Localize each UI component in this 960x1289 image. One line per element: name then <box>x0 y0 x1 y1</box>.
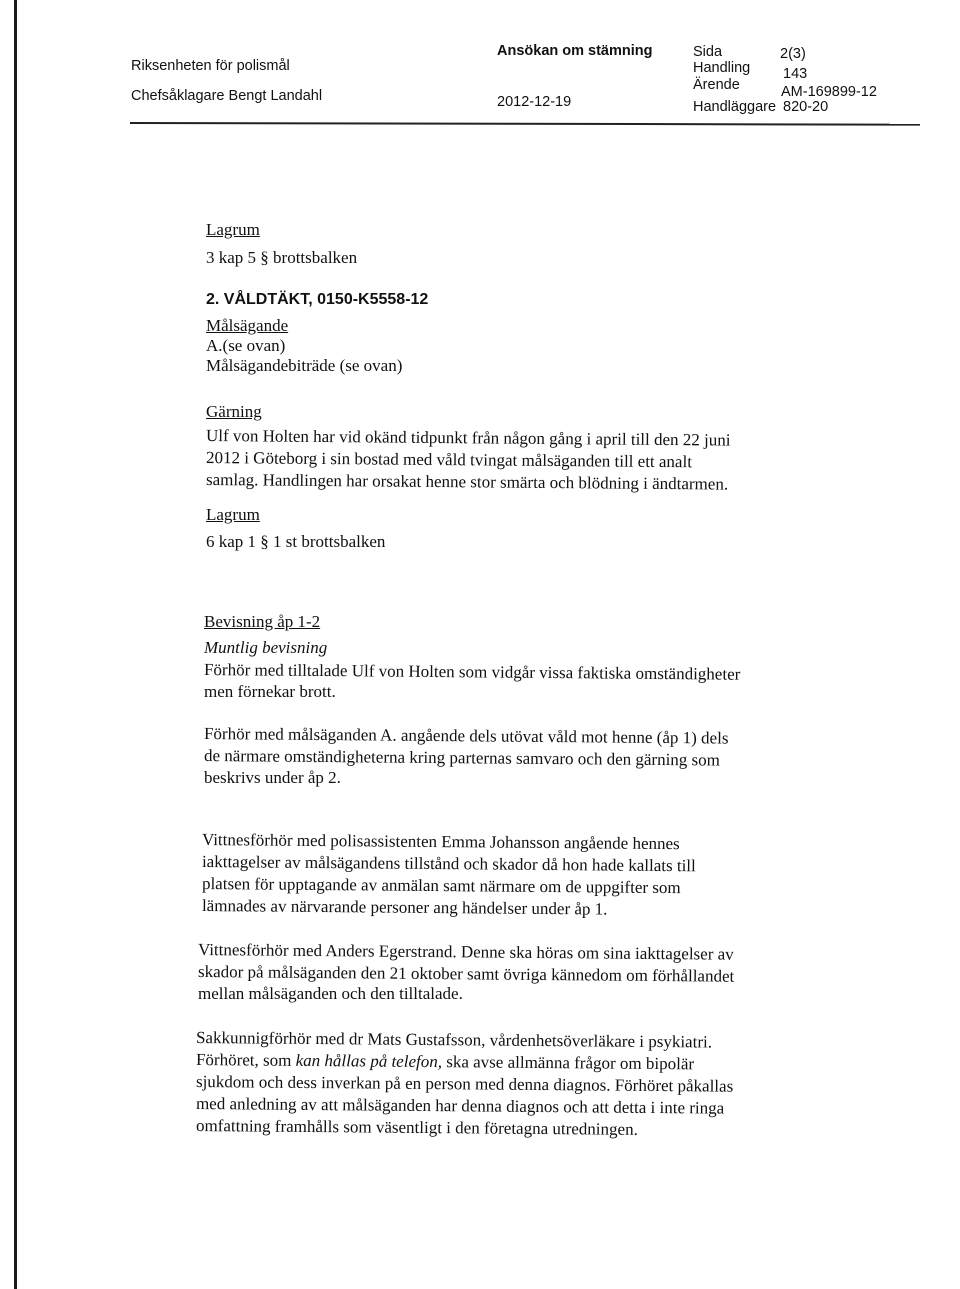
garning-heading: Gärning <box>206 402 262 421</box>
garning-line: samlag. Handlingen har orsakat henne stor smärta och blödning i ändtarmen. <box>205 470 729 494</box>
bevisning-para5-line: Sakkunnigförhör med dr Mats Gustafsson, vårdenhetsöverläkare i psykiatri. <box>195 1028 713 1052</box>
garning-line: 2012 i Göteborg i sin bostad med våld tvingat målsäganden till ett analt <box>205 448 693 472</box>
header-org: Riksenheten för polismål <box>131 58 290 74</box>
header-handlaggare-value: 820-20 <box>783 99 829 115</box>
para5-text: ska avse allmänna frågor om bipolär <box>441 1052 695 1074</box>
header-arende-value: AM-169899-12 <box>781 84 877 100</box>
bevisning-para4-line: mellan målsäganden och den tilltalade. <box>198 984 463 1003</box>
bevisning-heading: Bevisning åp 1-2 <box>204 612 321 631</box>
bevisning-subheading: Muntlig bevisning <box>204 638 328 657</box>
header-handling-label: Handling <box>693 60 751 76</box>
malsagande-text: A.(se ovan) <box>206 336 286 355</box>
header-doc-title: Ansökan om stämning <box>497 43 653 59</box>
header-arende-label: Ärende <box>693 77 740 93</box>
para5-text: Förhöret, som <box>195 1050 296 1070</box>
header-date: 2012-12-19 <box>497 94 572 110</box>
header-divider <box>130 122 920 126</box>
bevisning-para2-line: de närmare omständigheterna kring parternas samvaro och den gärning som <box>203 746 721 770</box>
bevisning-para2-line: beskrivs under åp 2. <box>204 768 341 787</box>
bevisning-para1-line: men förnekar brott. <box>204 682 336 701</box>
header-prosecutor: Chefsåklagare Bengt Landahl <box>131 88 323 104</box>
header-handling-value: 143 <box>783 66 808 82</box>
bevisning-para4-line: skador på målsäganden den 21 oktober samt övriga kännedom om förhållandet <box>197 962 735 986</box>
lagrum-text-1: 3 kap 5 § brottsbalken <box>206 248 358 267</box>
bevisning-para4-line: Vittnesförhör med Anders Egerstrand. Denne ska höras om sina iakttagelser av <box>197 940 734 964</box>
header-sida-label: Sida <box>693 44 723 60</box>
lagrum-heading-2: Lagrum <box>206 505 260 524</box>
bevisning-para3-line: lämnades av närvarande personer ang händelser under åp 1. <box>201 896 608 919</box>
bevisning-para3-line: iakttagelser av målsägandens tillstånd och skador då hon hade kallats till <box>201 852 696 876</box>
lagrum-heading-1: Lagrum <box>206 220 260 239</box>
bevisning-para2-line: Förhör med målsäganden A. angående dels utövat våld mot henne (åp 1) dels <box>203 724 729 748</box>
scan-edge-bar <box>14 0 17 1289</box>
header-handlaggare-label: Handläggare <box>693 99 777 115</box>
bevisning-para1-line: Förhör med tilltalade Ulf von Holten som vidgår vissa faktiska omständigheter <box>203 660 741 684</box>
header-sida-value: 2(3) <box>780 46 806 62</box>
malsagande-heading: Målsägande <box>206 316 289 335</box>
bevisning-para3-line: Vittnesförhör med polisassistenten Emma Johansson angående hennes <box>201 830 680 854</box>
bitrade-text: Målsägandebiträde (se ovan) <box>206 356 403 375</box>
bevisning-para5-line: med anledning av att målsäganden har denna diagnos och att detta i inte ringa <box>195 1094 725 1118</box>
bevisning-para5-line: sjukdom och dess inverkan på en person med denna diagnos. Förhöret påkallas <box>195 1072 734 1096</box>
para5-italic-text: kan hållas på telefon, <box>295 1050 443 1072</box>
garning-line: Ulf von Holten har vid okänd tidpunkt från någon gång i april till den 22 juni <box>205 426 731 450</box>
bevisning-para5-line2 <box>196 1050 694 1074</box>
bevisning-para5-line: omfattning framhålls som väsentligt i den företagna utredningen. <box>195 1116 638 1139</box>
lagrum-text-2: 6 kap 1 § 1 st brottsbalken <box>206 532 386 551</box>
bevisning-para3-line: platsen för upptagande av anmälan samt närmare om de uppgifter som <box>201 874 681 898</box>
count-title: 2. VÅLDTÄKT, 0150-K5558-12 <box>206 291 429 308</box>
